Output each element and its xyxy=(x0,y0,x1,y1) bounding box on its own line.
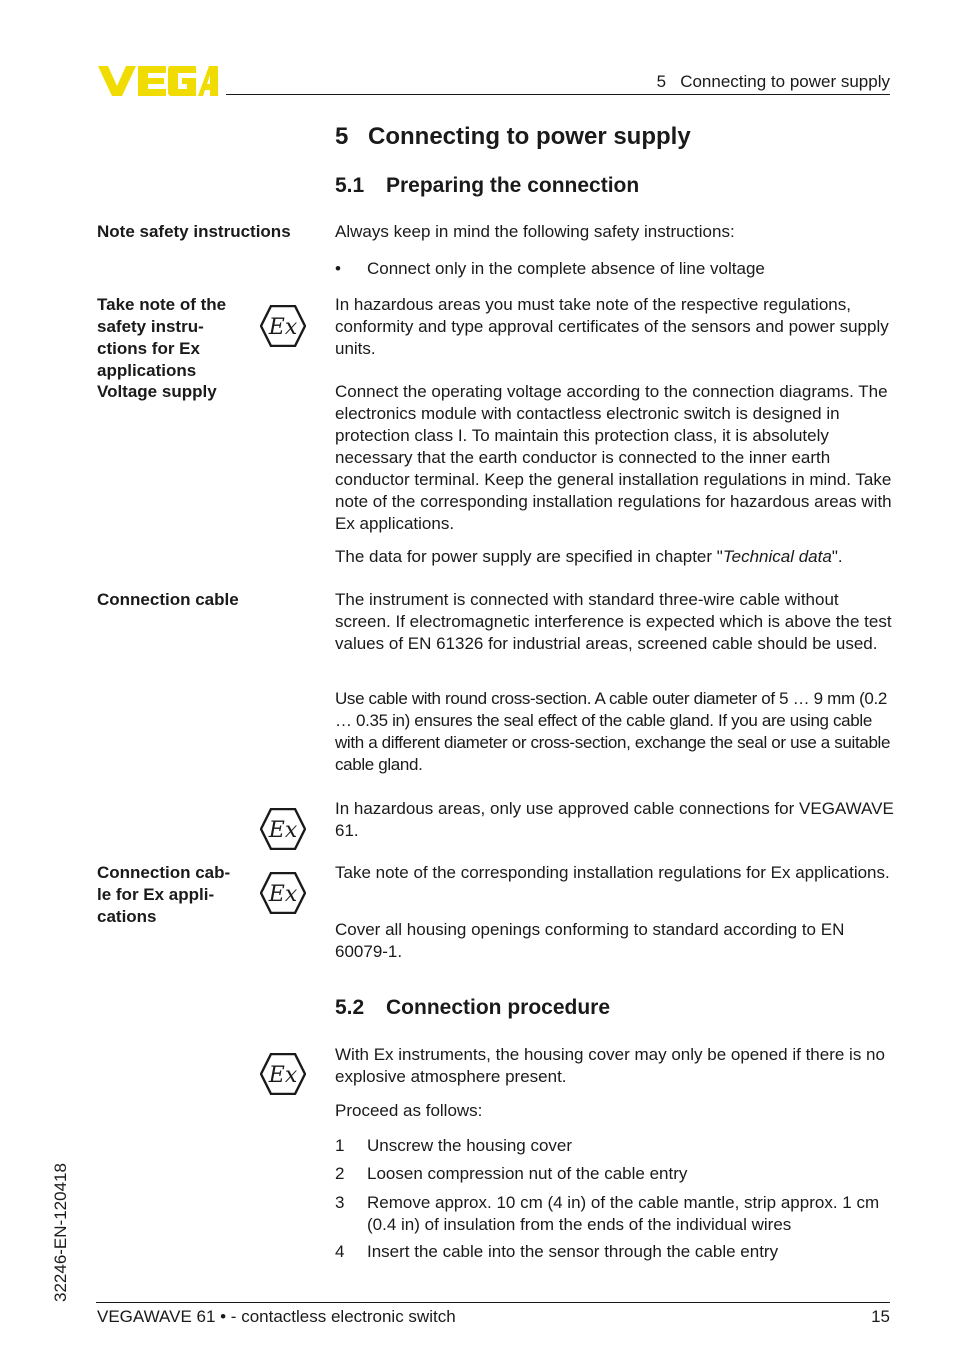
svg-text:Ex: Ex xyxy=(268,1063,298,1088)
step-number: 1 xyxy=(335,1136,345,1155)
sidebar-line: cations xyxy=(97,907,157,926)
svg-text:Ex: Ex xyxy=(268,315,298,340)
sidebar-line: ctions for Ex xyxy=(97,339,200,358)
footer-product: VEGAWAVE 61 • - contactless electronic switch xyxy=(97,1307,456,1326)
section-heading-5-1 xyxy=(335,173,639,199)
step-item xyxy=(335,1241,895,1263)
proceed-text: Proceed as follows: xyxy=(335,1101,483,1120)
ex-hazard-icon xyxy=(260,872,306,914)
power-data-reference xyxy=(335,546,895,568)
sidebar-connection-cable-ex xyxy=(97,862,230,928)
step-number: 4 xyxy=(335,1242,345,1261)
sidebar-take-note-ex xyxy=(97,294,226,382)
step-text: Loosen compression nut of the cable entry xyxy=(367,1164,688,1183)
svg-text:Ex: Ex xyxy=(268,882,298,907)
chapter-title: Connecting to power supply xyxy=(368,123,691,150)
sidebar-line: applications xyxy=(97,361,197,380)
bullet-icon: • xyxy=(335,259,341,278)
footer-rule xyxy=(96,1302,890,1303)
step-text: Insert the cable into the sensor through the cable entry xyxy=(367,1242,779,1261)
housing-openings-text: Cover all housing openings conforming to standard according to EN 60079-1. xyxy=(335,920,845,961)
running-header: 5 Connecting to power supply xyxy=(656,72,890,91)
safety-bullet xyxy=(335,258,765,280)
ex-housing-cover-text: With Ex instruments, the housing cover may only be opened if there is no explosive atmosphere present. xyxy=(335,1045,885,1086)
step-item xyxy=(335,1192,895,1236)
sidebar-line: Take note of the xyxy=(97,295,227,314)
sidebar-note-safety: Note safety instructions xyxy=(97,222,291,241)
sidebar-connection-cable: Connection cable xyxy=(97,590,239,609)
step-item xyxy=(335,1135,895,1157)
ex-hazard-icon xyxy=(260,808,306,850)
step-number: 2 xyxy=(335,1164,345,1183)
page-number: 15 xyxy=(871,1307,890,1326)
vega-logo xyxy=(96,64,220,98)
sidebar-line: le for Ex appli- xyxy=(97,885,215,904)
ex-regulations-text: In hazardous areas you must take note of the respective regulations, conformity and type approval certificates of the sensors and power supply units. xyxy=(335,295,889,358)
sidebar-line: Connection cab- xyxy=(97,863,231,882)
section-title: Preparing the connection xyxy=(386,174,640,197)
ex-cable-approved: In hazardous areas, only use approved cable connections for VEGAWAVE 61. xyxy=(335,799,894,840)
svg-text:Ex: Ex xyxy=(268,818,298,843)
technical-data-link[interactable]: Technical data xyxy=(722,547,832,566)
safety-intro: Always keep in mind the following safety instructions: xyxy=(335,222,735,241)
step-text: Remove approx. 10 cm (4 in) of the cable mantle, strip approx. 1 cm (0.4 in) of insulation from the ends of the individual wires xyxy=(367,1193,880,1234)
ref-prefix: The data for power supply are specified in chapter " xyxy=(335,547,723,566)
step-text: Unscrew the housing cover xyxy=(367,1136,573,1155)
section-heading-5-2 xyxy=(335,995,610,1021)
section-number: 5.1 xyxy=(335,174,365,197)
step-item xyxy=(335,1163,895,1185)
bullet-text: Connect only in the complete absence of line voltage xyxy=(367,259,765,278)
ref-suffix: ". xyxy=(831,547,843,566)
sidebar-line: safety instru- xyxy=(97,317,204,336)
chapter-heading xyxy=(335,122,691,152)
ex-hazard-icon xyxy=(260,305,306,347)
chapter-number: 5 xyxy=(335,123,349,150)
document-id: 32246-EN-120418 xyxy=(51,1163,70,1302)
step-number: 3 xyxy=(335,1193,345,1212)
section-title: Connection procedure xyxy=(386,996,611,1019)
cable-paragraph-2: Use cable with round cross-section. A cable outer diameter of 5 … 9 mm (0.2 … 0.35 in) ensures the seal effect of the cable gland. If you are using cable with a different diameter or cross-section, exchange the seal or use a suitable cable gland. xyxy=(335,689,891,774)
sidebar-voltage-supply: Voltage supply xyxy=(97,382,217,401)
header-rule xyxy=(226,94,890,95)
ex-hazard-icon xyxy=(260,1053,306,1095)
voltage-paragraph: Connect the operating voltage according to the connection diagrams. The electronics module with contactless electronic switch is designed in protection class I. To maintain this protection class, it is absolutely necessary that the earth conductor is connected to the inner earth conductor terminal. Keep the general installation regulations in mind. Take note of the corresponding installation regulations for hazardous areas with Ex applications. xyxy=(335,382,892,533)
ex-cable-regulations: Take note of the corresponding installation regulations for Ex applications. xyxy=(335,863,890,882)
cable-paragraph-1: The instrument is connected with standard three-wire cable without screen. If electromagnetic interference is expected which is above the test values of EN 61326 for industrial areas, screened cable should be used. xyxy=(335,590,892,653)
section-number: 5.2 xyxy=(335,996,365,1019)
